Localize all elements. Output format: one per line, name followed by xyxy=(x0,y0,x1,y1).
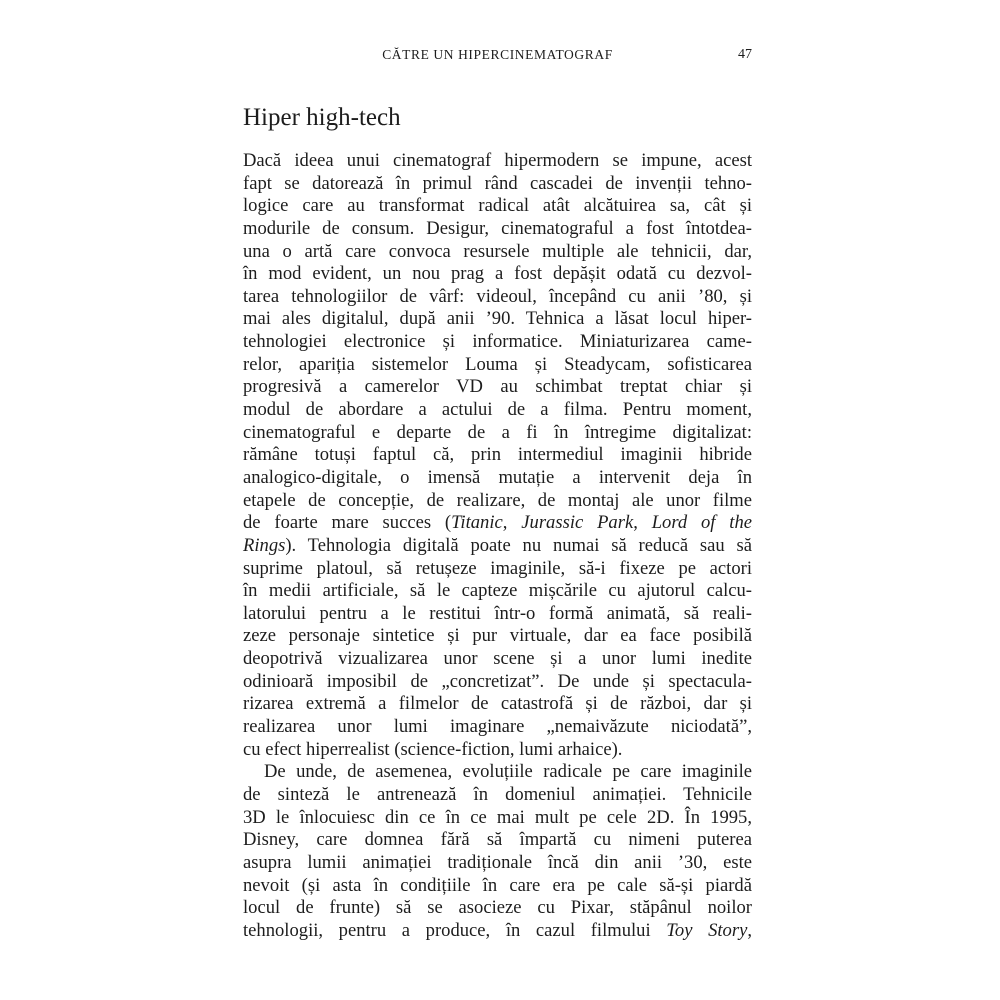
text-segment: una o artă care convoca resursele multiple ale tehnicii, dar, xyxy=(243,240,752,262)
text-line xyxy=(243,739,752,762)
text-line xyxy=(243,218,752,241)
body-text xyxy=(243,150,752,942)
text-line xyxy=(243,535,752,558)
italic-title: Titanic xyxy=(451,512,503,534)
text-segment: relor, apariția sistemelor Louma și Steadycam, sofisticarea xyxy=(243,353,752,375)
text-segment: rămâne totuși faptul că, prin intermediul imaginii hibride xyxy=(243,444,752,466)
text-line xyxy=(243,671,752,694)
text-line xyxy=(243,399,752,422)
text-line xyxy=(243,761,752,784)
text-segment: logice care au transformat radical atât alcătuirea sa, cât și xyxy=(243,195,752,217)
text-segment: , xyxy=(633,512,652,534)
italic-title: Lord of the xyxy=(651,512,753,534)
text-segment: 3D le înlocuiesc din ce în ce mai mult pe cele 2D. În 1995, xyxy=(243,806,752,828)
text-segment: De unde, de asemenea, evoluțiile radicale pe care imaginile xyxy=(264,761,752,783)
text-line xyxy=(243,852,752,875)
text-segment: ). Tehnologia digitală poate nu numai să reducă sau să xyxy=(285,534,752,556)
text-segment: Dacă ideea unui cinematograf hipermodern se impune, acest xyxy=(243,150,752,171)
text-line xyxy=(243,263,752,286)
running-head xyxy=(243,45,752,65)
text-segment: progresivă a camerelor VD au schimbat treptat chiar și xyxy=(243,376,752,398)
text-segment: , xyxy=(747,919,752,941)
text-line xyxy=(243,195,752,218)
text-segment: de foarte mare succes ( xyxy=(243,512,452,534)
text-line xyxy=(243,625,752,648)
text-line xyxy=(243,829,752,852)
text-line xyxy=(243,173,752,196)
text-segment: tehnologii, pentru a produce, în cazul filmului xyxy=(243,919,667,941)
page-number: 47 xyxy=(738,47,752,62)
text-line xyxy=(243,512,752,535)
text-line xyxy=(243,376,752,399)
section-title: Hiper high-tech xyxy=(243,104,401,131)
text-segment: cu efect hiperrealist (science-fiction, lumi arhaice). xyxy=(243,738,623,760)
italic-title: Rings xyxy=(243,534,286,556)
text-segment: zeze personaje sintetice și pur virtuale, dar ea face posibilă xyxy=(243,625,752,647)
text-segment: odinioară imposibil de „concretizat”. De unde și spectacula- xyxy=(243,670,752,692)
text-line xyxy=(243,331,752,354)
text-line xyxy=(243,422,752,445)
text-line xyxy=(243,490,752,513)
text-line xyxy=(243,354,752,377)
text-line xyxy=(243,920,752,943)
text-segment: etapele de concepție, de realizare, de montaj ale unor filme xyxy=(243,489,752,511)
text-line xyxy=(243,308,752,331)
text-segment: , xyxy=(502,512,522,534)
italic-title: Toy Story xyxy=(666,919,748,941)
text-segment: cinematograful e departe de a fi în întregime digitalizat: xyxy=(243,421,752,443)
text-segment: modul de abordare a actului de a filma. Pentru moment, xyxy=(243,399,752,421)
text-line xyxy=(243,648,752,671)
text-segment: deopotrivă vizualizarea unor scene și a unor lumi inedite xyxy=(243,648,752,670)
text-segment: latorului pentru a le restitui într-o formă animată, să reali- xyxy=(243,602,752,624)
text-segment: mai ales digitalul, după anii ’90. Tehnica a lăsat locul hiper- xyxy=(243,308,752,330)
text-segment: realizarea unor lumi imaginare „nemaivăzute niciodată”, xyxy=(243,716,752,738)
italic-title: Jurassic Park xyxy=(521,512,634,534)
text-line xyxy=(243,784,752,807)
running-title: CĂTRE UN HIPERCINEMATOGRAF xyxy=(382,47,613,62)
text-line xyxy=(243,580,752,603)
text-line xyxy=(243,558,752,581)
text-line xyxy=(243,875,752,898)
text-segment: analogico-digitale, o imensă mutație a intervenit deja în xyxy=(243,466,752,488)
text-line xyxy=(243,150,752,173)
text-line xyxy=(243,467,752,490)
text-segment: tehnologiei electronice și informatice. Miniaturizarea came- xyxy=(243,331,752,353)
text-line xyxy=(243,603,752,626)
text-line xyxy=(243,897,752,920)
text-line xyxy=(243,286,752,309)
text-segment: în mod evident, un nou prag a fost depășit odată cu dezvol- xyxy=(243,263,752,285)
text-line xyxy=(243,241,752,264)
text-segment: tarea tehnologiilor de vârf: videoul, începând cu anii ’80, și xyxy=(243,285,752,307)
text-segment: de sinteză le antrenează în domeniul animației. Tehnicile xyxy=(243,783,752,805)
text-segment: asupra lumii animației tradiționale încă din anii ’30, este xyxy=(243,851,752,873)
text-line xyxy=(243,716,752,739)
text-segment: nevoit (și asta în condițiile în care era pe cale să-și piardă xyxy=(243,874,752,896)
text-segment: locul de frunte) să se asocieze cu Pixar, stăpânul noilor xyxy=(243,897,752,919)
text-segment: Disney, care domnea fără să împartă cu nimeni puterea xyxy=(243,829,752,851)
text-segment: în medii artificiale, să le capteze mișcările cu ajutorul calcu- xyxy=(243,580,752,602)
text-line xyxy=(243,693,752,716)
text-segment: modurile de consum. Desigur, cinematograful a fost întotdea- xyxy=(243,217,752,239)
text-segment: fapt se datorează în primul rând cascadei de invenții tehno- xyxy=(243,172,752,194)
text-line xyxy=(243,807,752,830)
text-line xyxy=(243,444,752,467)
text-segment: suprime platoul, să retușeze imaginile, să-i fixeze pe actori xyxy=(243,557,752,579)
text-segment: rizarea extremă a filmelor de catastrofă și de război, dar și xyxy=(243,693,752,715)
